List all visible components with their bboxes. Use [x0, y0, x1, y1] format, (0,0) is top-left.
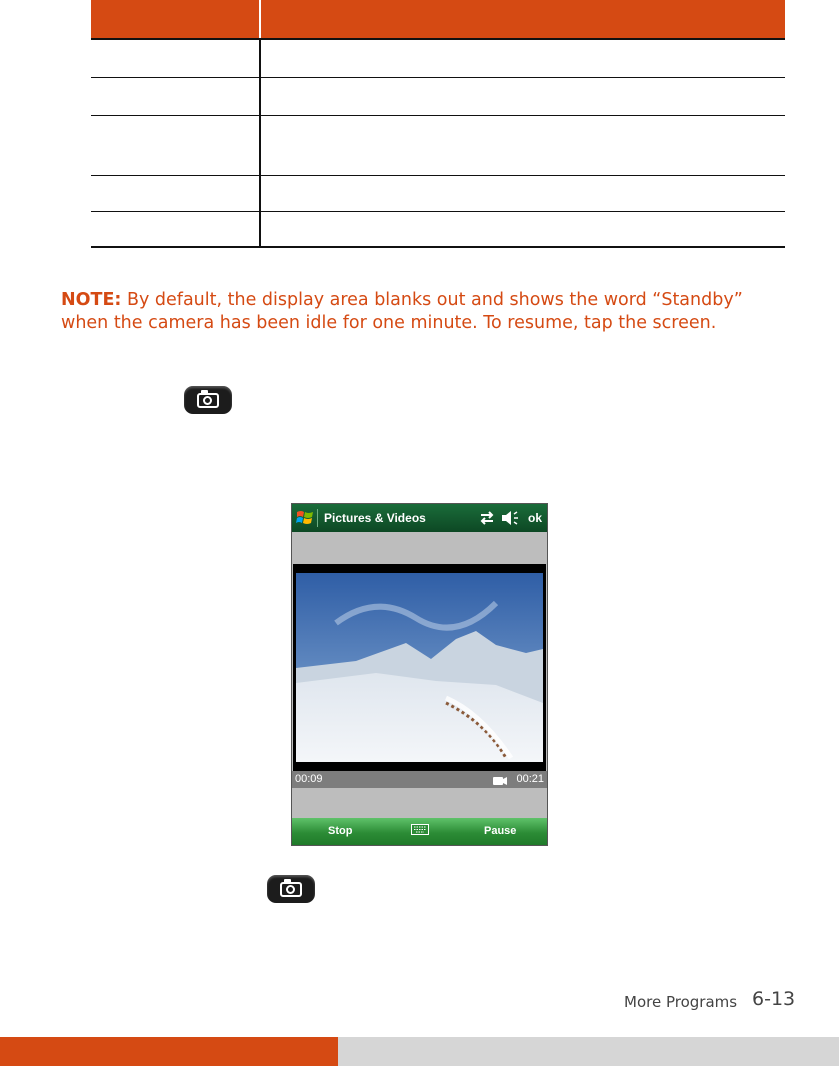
- time-total: 00:21: [516, 773, 544, 785]
- footer-section-label: More Programs: [624, 993, 738, 1011]
- note-paragraph: [61, 289, 761, 336]
- footer-accent-bar: [0, 1037, 338, 1066]
- time-bar: [292, 771, 547, 788]
- note-text: By default, the display area blanks out and shows the word “Standby” when the camera has been idle for one minute. To resume, tap the screen.: [61, 290, 743, 334]
- video-preview-image[interactable]: [296, 573, 543, 762]
- table-row: [91, 211, 785, 247]
- device-screenshot: [291, 503, 548, 846]
- windows-start-icon[interactable]: [296, 509, 314, 527]
- stop-button[interactable]: Stop: [328, 825, 353, 837]
- table-row: [91, 115, 785, 175]
- pause-button[interactable]: Pause: [484, 825, 517, 837]
- keyboard-icon[interactable]: [411, 824, 429, 835]
- time-elapsed: 00:09: [295, 773, 323, 785]
- video-frame: [293, 564, 546, 771]
- page-number: 6-13: [752, 988, 796, 1010]
- ok-button[interactable]: ok: [528, 511, 543, 525]
- table-row: [91, 39, 785, 77]
- footer-grey-bar: [338, 1037, 839, 1066]
- camera-key-icon: [267, 875, 315, 903]
- table-header-cell: [260, 0, 785, 39]
- softkey-bar: [292, 818, 547, 845]
- app-title: Pictures & Videos: [324, 511, 426, 525]
- settings-table: [91, 0, 785, 248]
- table-header-row: [91, 0, 785, 39]
- title-separator: [317, 509, 318, 527]
- connectivity-icon[interactable]: [478, 511, 496, 525]
- video-camera-icon: [492, 774, 508, 786]
- table-row: [91, 175, 785, 211]
- camera-key-icon: [184, 386, 232, 414]
- table-header-cell: [91, 0, 260, 39]
- title-bar: [292, 504, 547, 532]
- volume-icon[interactable]: [501, 510, 521, 526]
- table-row: [91, 77, 785, 115]
- note-label: NOTE:: [61, 290, 122, 310]
